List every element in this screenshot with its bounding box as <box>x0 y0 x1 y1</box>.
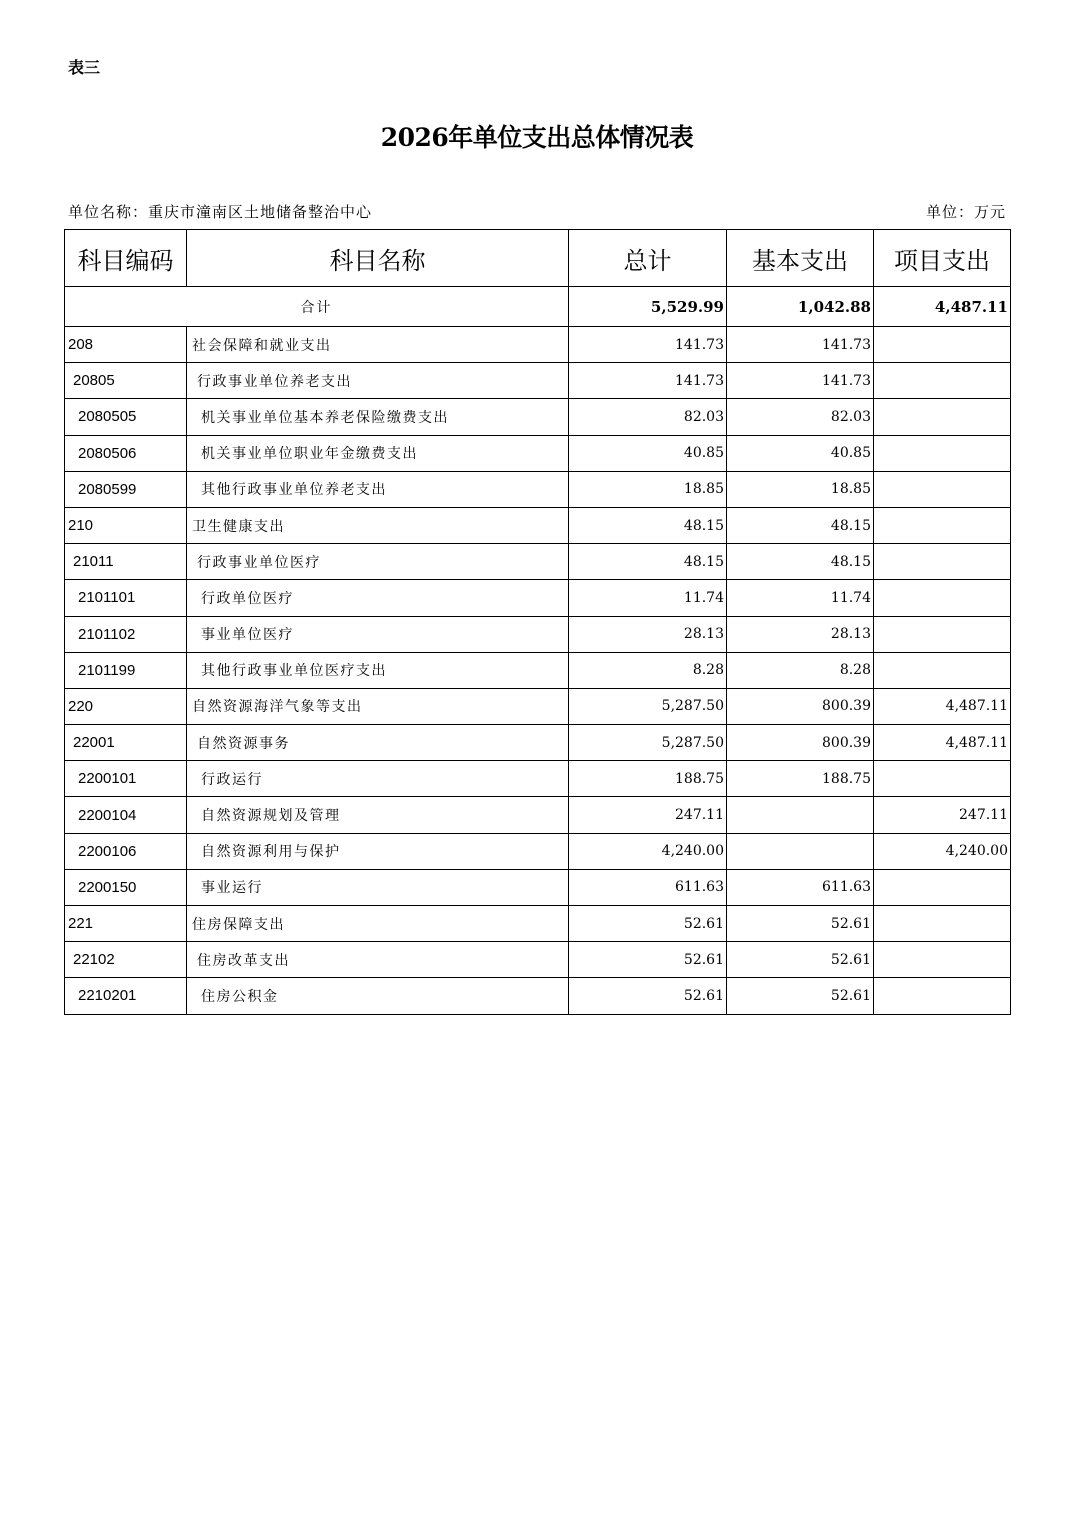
row-code: 2200101 <box>65 761 187 797</box>
row-project <box>874 942 1011 978</box>
table-row <box>65 869 1011 905</box>
row-project <box>874 471 1011 507</box>
row-total: 5,287.50 <box>569 725 727 761</box>
row-name: 行政单位医疗 <box>187 580 569 616</box>
row-total: 40.85 <box>569 435 727 471</box>
row-total: 52.61 <box>569 978 727 1014</box>
row-name: 行政事业单位医疗 <box>187 544 569 580</box>
row-name: 事业单位医疗 <box>187 616 569 652</box>
row-code: 208 <box>65 327 187 363</box>
row-name: 住房保障支出 <box>187 906 569 942</box>
row-basic: 28.13 <box>727 616 874 652</box>
row-basic: 188.75 <box>727 761 874 797</box>
table-row <box>65 906 1011 942</box>
row-project: 247.11 <box>874 797 1011 833</box>
unit-name: 单位名称：重庆市潼南区土地储备整治中心 <box>68 203 373 221</box>
row-basic: 141.73 <box>727 363 874 399</box>
row-basic <box>727 833 874 869</box>
table-row <box>65 797 1011 833</box>
row-name: 自然资源事务 <box>187 725 569 761</box>
row-code: 2080599 <box>65 471 187 507</box>
row-code: 2080505 <box>65 399 187 435</box>
row-total: 4,240.00 <box>569 833 727 869</box>
row-project <box>874 616 1011 652</box>
row-project <box>874 580 1011 616</box>
row-basic: 82.03 <box>727 399 874 435</box>
header-basic: 基本支出 <box>727 230 874 287</box>
row-name: 机关事业单位基本养老保险缴费支出 <box>187 399 569 435</box>
table-row <box>65 544 1011 580</box>
row-total: 82.03 <box>569 399 727 435</box>
row-total: 48.15 <box>569 544 727 580</box>
row-code: 2101102 <box>65 616 187 652</box>
table-row <box>65 833 1011 869</box>
header-name: 科目名称 <box>187 230 569 287</box>
row-code: 20805 <box>65 363 187 399</box>
row-total: 18.85 <box>569 471 727 507</box>
row-total: 8.28 <box>569 652 727 688</box>
row-code: 2200104 <box>65 797 187 833</box>
row-basic: 141.73 <box>727 327 874 363</box>
row-total: 11.74 <box>569 580 727 616</box>
row-name: 社会保障和就业支出 <box>187 327 569 363</box>
header-code: 科目编码 <box>65 230 187 287</box>
row-name: 住房改革支出 <box>187 942 569 978</box>
row-code: 210 <box>65 507 187 543</box>
header-total: 总计 <box>569 230 727 287</box>
row-basic: 40.85 <box>727 435 874 471</box>
row-basic: 611.63 <box>727 869 874 905</box>
row-code: 2101199 <box>65 652 187 688</box>
row-code: 2210201 <box>65 978 187 1014</box>
row-project: 4,240.00 <box>874 833 1011 869</box>
table-row <box>65 580 1011 616</box>
table-row <box>65 399 1011 435</box>
row-name: 住房公积金 <box>187 978 569 1014</box>
row-name: 行政运行 <box>187 761 569 797</box>
row-code: 2080506 <box>65 435 187 471</box>
table-row <box>65 327 1011 363</box>
table-row <box>65 978 1011 1014</box>
table-row <box>65 652 1011 688</box>
row-basic: 48.15 <box>727 507 874 543</box>
currency-unit: 单位：万元 <box>925 203 1006 221</box>
header-project: 项目支出 <box>874 230 1011 287</box>
row-total: 611.63 <box>569 869 727 905</box>
row-project <box>874 327 1011 363</box>
table-row <box>65 507 1011 543</box>
summary-total: 5,529.99 <box>569 287 727 327</box>
row-basic: 52.61 <box>727 978 874 1014</box>
row-code: 2200106 <box>65 833 187 869</box>
row-project <box>874 978 1011 1014</box>
table-row <box>65 725 1011 761</box>
row-code: 22102 <box>65 942 187 978</box>
row-project: 4,487.11 <box>874 725 1011 761</box>
row-total: 52.61 <box>569 906 727 942</box>
table-row <box>65 363 1011 399</box>
row-name: 卫生健康支出 <box>187 507 569 543</box>
row-basic: 8.28 <box>727 652 874 688</box>
summary-row <box>65 287 1011 327</box>
row-code: 2101101 <box>65 580 187 616</box>
summary-label: 合计 <box>65 287 569 327</box>
summary-basic: 1,042.88 <box>727 287 874 327</box>
row-name: 其他行政事业单位养老支出 <box>187 471 569 507</box>
row-basic: 800.39 <box>727 725 874 761</box>
row-project <box>874 399 1011 435</box>
row-project <box>874 507 1011 543</box>
row-name: 自然资源规划及管理 <box>187 797 569 833</box>
row-code: 22001 <box>65 725 187 761</box>
row-total: 5,287.50 <box>569 688 727 724</box>
row-name: 自然资源利用与保护 <box>187 833 569 869</box>
row-total: 52.61 <box>569 942 727 978</box>
summary-project: 4,487.11 <box>874 287 1011 327</box>
table-row <box>65 616 1011 652</box>
row-name: 自然资源海洋气象等支出 <box>187 688 569 724</box>
table-row <box>65 435 1011 471</box>
row-name: 其他行政事业单位医疗支出 <box>187 652 569 688</box>
row-project <box>874 869 1011 905</box>
row-basic: 18.85 <box>727 471 874 507</box>
row-code: 2200150 <box>65 869 187 905</box>
row-project: 4,487.11 <box>874 688 1011 724</box>
row-total: 28.13 <box>569 616 727 652</box>
table-row <box>65 942 1011 978</box>
row-basic: 48.15 <box>727 544 874 580</box>
row-name: 事业运行 <box>187 869 569 905</box>
table-row <box>65 761 1011 797</box>
row-name: 行政事业单位养老支出 <box>187 363 569 399</box>
table-label: 表三 <box>68 58 101 77</box>
row-total: 141.73 <box>569 363 727 399</box>
row-basic <box>727 797 874 833</box>
row-total: 188.75 <box>569 761 727 797</box>
row-project <box>874 652 1011 688</box>
row-project <box>874 906 1011 942</box>
row-total: 141.73 <box>569 327 727 363</box>
row-basic: 800.39 <box>727 688 874 724</box>
table-header-row <box>65 230 1011 287</box>
table-row <box>65 688 1011 724</box>
page-title: 2026年单位支出总体情况表 <box>380 123 694 152</box>
table-row <box>65 471 1011 507</box>
row-name: 机关事业单位职业年金缴费支出 <box>187 435 569 471</box>
row-project <box>874 544 1011 580</box>
row-project <box>874 363 1011 399</box>
row-code: 21011 <box>65 544 187 580</box>
row-code: 220 <box>65 688 187 724</box>
row-basic: 52.61 <box>727 906 874 942</box>
row-basic: 52.61 <box>727 942 874 978</box>
row-project <box>874 435 1011 471</box>
expenditure-table <box>64 229 1011 1015</box>
row-project <box>874 761 1011 797</box>
row-total: 48.15 <box>569 507 727 543</box>
row-basic: 11.74 <box>727 580 874 616</box>
row-code: 221 <box>65 906 187 942</box>
row-total: 247.11 <box>569 797 727 833</box>
